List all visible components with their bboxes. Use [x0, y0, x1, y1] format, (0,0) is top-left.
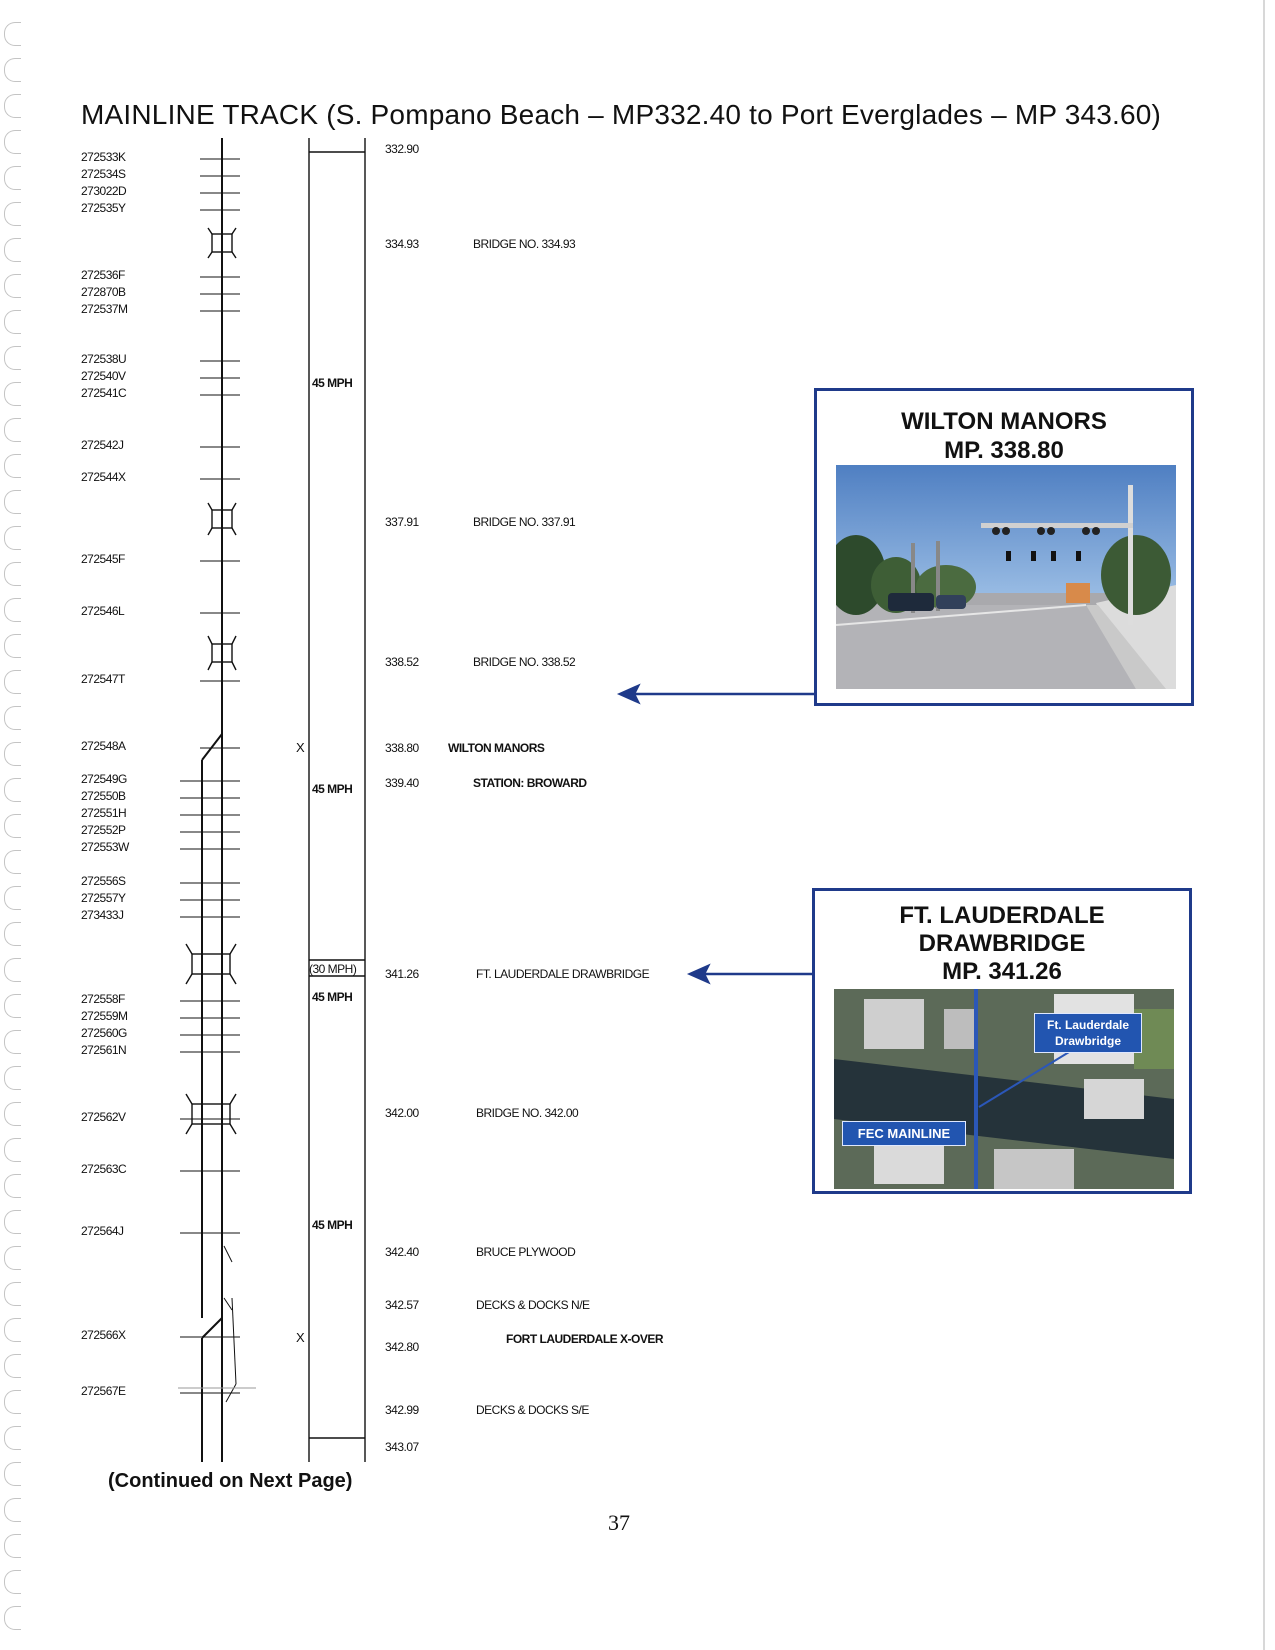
speed-label: 45 MPH [312, 990, 353, 1004]
callout-wilton-manors [814, 388, 1194, 706]
crossing-id: 272556S [81, 874, 126, 888]
milepost-value: 342.99 [385, 1403, 419, 1417]
callout-title: FT. LAUDERDALE [899, 902, 1105, 929]
siding-diverge [224, 1246, 232, 1262]
speed-label: 45 MPH [312, 1218, 353, 1232]
crossing-id: 272558F [81, 992, 125, 1006]
x-marker: X [296, 740, 305, 755]
arrow-drawbridge [690, 966, 812, 982]
crossing-id: 272566X [81, 1328, 126, 1342]
speed-label: 45 MPH [312, 376, 353, 390]
crossing-id: 272561N [81, 1043, 127, 1057]
milepost-value: 342.80 [385, 1340, 419, 1354]
wilton-manors-crossing-photo [836, 465, 1176, 689]
drawbridge-photo-tag: Ft. Lauderdale Drawbridge [1034, 1013, 1142, 1053]
crossing-id: 272550B [81, 789, 126, 803]
crossing-id: 272536F [81, 268, 125, 282]
milepost-value: 343.07 [385, 1440, 419, 1454]
fec-mainline-tag: FEC MAINLINE [842, 1121, 966, 1146]
crossing-id: 273433J [81, 908, 124, 922]
crossing-id: 272544X [81, 470, 126, 484]
crossing-id: 272557Y [81, 891, 126, 905]
milepost-value: 337.91 [385, 515, 419, 529]
callout-ft-lauderdale-drawbridge [812, 888, 1192, 1194]
speed-restriction-label: (30 MPH) [309, 962, 357, 976]
crossing-id: 272560G [81, 1026, 127, 1040]
crossover-diagonal [202, 1318, 222, 1338]
page-title: MAINLINE TRACK (S. Pompano Beach – MP332.40 to Port Everglades – MP 343.60) [81, 99, 1162, 130]
milepost-label: STATION: BROWARD [473, 776, 587, 790]
callout-title: WILTON MANORS [901, 408, 1107, 435]
callout-milepost: MP. 341.26 [942, 958, 1062, 985]
siding-track [232, 1298, 236, 1384]
crossing-id: 273022D [81, 184, 127, 198]
continued-note: (Continued on Next Page) [108, 1470, 353, 1492]
crossing-id: 272537M [81, 302, 128, 316]
siding-track [224, 1298, 232, 1310]
milepost-value: 338.80 [385, 741, 419, 755]
milepost-label: DECKS & DOCKS S/E [476, 1403, 589, 1417]
milepost-value: 342.57 [385, 1298, 419, 1312]
crossing-id: 272551H [81, 806, 127, 820]
crossing-id: 272563C [81, 1162, 127, 1176]
milepost-label: BRIDGE NO. 342.00 [476, 1106, 579, 1120]
milepost-value: 339.40 [385, 776, 419, 790]
crossing-id: 272542J [81, 438, 124, 452]
crossing-id: 272534S [81, 167, 126, 181]
milepost-label: FT. LAUDERDALE DRAWBRIDGE [476, 967, 650, 981]
crossing-id: 272567E [81, 1384, 126, 1398]
crossing-id: 272545F [81, 552, 125, 566]
milepost-value: 341.26 [385, 967, 419, 981]
milepost-label: BRIDGE NO. 337.91 [473, 515, 576, 529]
milepost-value: 338.52 [385, 655, 419, 669]
milepost-label: WILTON MANORS [448, 741, 545, 755]
crossing-id: 272548A [81, 739, 126, 753]
crossing-id: 272535Y [81, 201, 126, 215]
crossing-id: 272533K [81, 150, 126, 164]
milepost-value: 342.40 [385, 1245, 419, 1259]
arrow-wilton-manors [620, 686, 814, 702]
drawbridge-aerial-photo [834, 989, 1174, 1189]
speed-column [309, 138, 365, 1462]
milepost-label: DECKS & DOCKS N/E [476, 1298, 590, 1312]
crossing-id: 272552P [81, 823, 126, 837]
milepost-label: BRIDGE NO. 334.93 [473, 237, 576, 251]
milepost-value: 334.93 [385, 237, 419, 251]
callout-milepost: MP. 338.80 [944, 437, 1064, 464]
bridge-symbol-342-00 [186, 1094, 236, 1134]
milepost-label: BRUCE PLYWOOD [476, 1245, 576, 1259]
crossing-id: 272547T [81, 672, 125, 686]
crossing-id: 272549G [81, 772, 127, 786]
crossing-id: 272538U [81, 352, 127, 366]
milepost-label: BRIDGE NO. 338.52 [473, 655, 576, 669]
crossing-id: 272559M [81, 1009, 128, 1023]
crossing-id: 272870B [81, 285, 126, 299]
turnout-diagonal [202, 734, 222, 760]
milepost-value: 342.00 [385, 1106, 419, 1120]
crossing-id: 272546L [81, 604, 125, 618]
crossing-id: 272541C [81, 386, 127, 400]
crossing-id: 272564J [81, 1224, 124, 1238]
crossing-id: 272540V [81, 369, 126, 383]
callout-title: DRAWBRIDGE [918, 930, 1086, 957]
milepost-label: FORT LAUDERDALE X-OVER [506, 1332, 663, 1346]
crossing-ticks [180, 159, 240, 1393]
x-marker: X [296, 1330, 305, 1345]
milepost-value: 332.90 [385, 142, 419, 156]
speed-label: 45 MPH [312, 782, 353, 796]
page-number: 37 [608, 1510, 630, 1535]
crossing-id: 272553W [81, 840, 129, 854]
crossing-id: 272562V [81, 1110, 126, 1124]
drawbridge-symbol [186, 944, 236, 984]
